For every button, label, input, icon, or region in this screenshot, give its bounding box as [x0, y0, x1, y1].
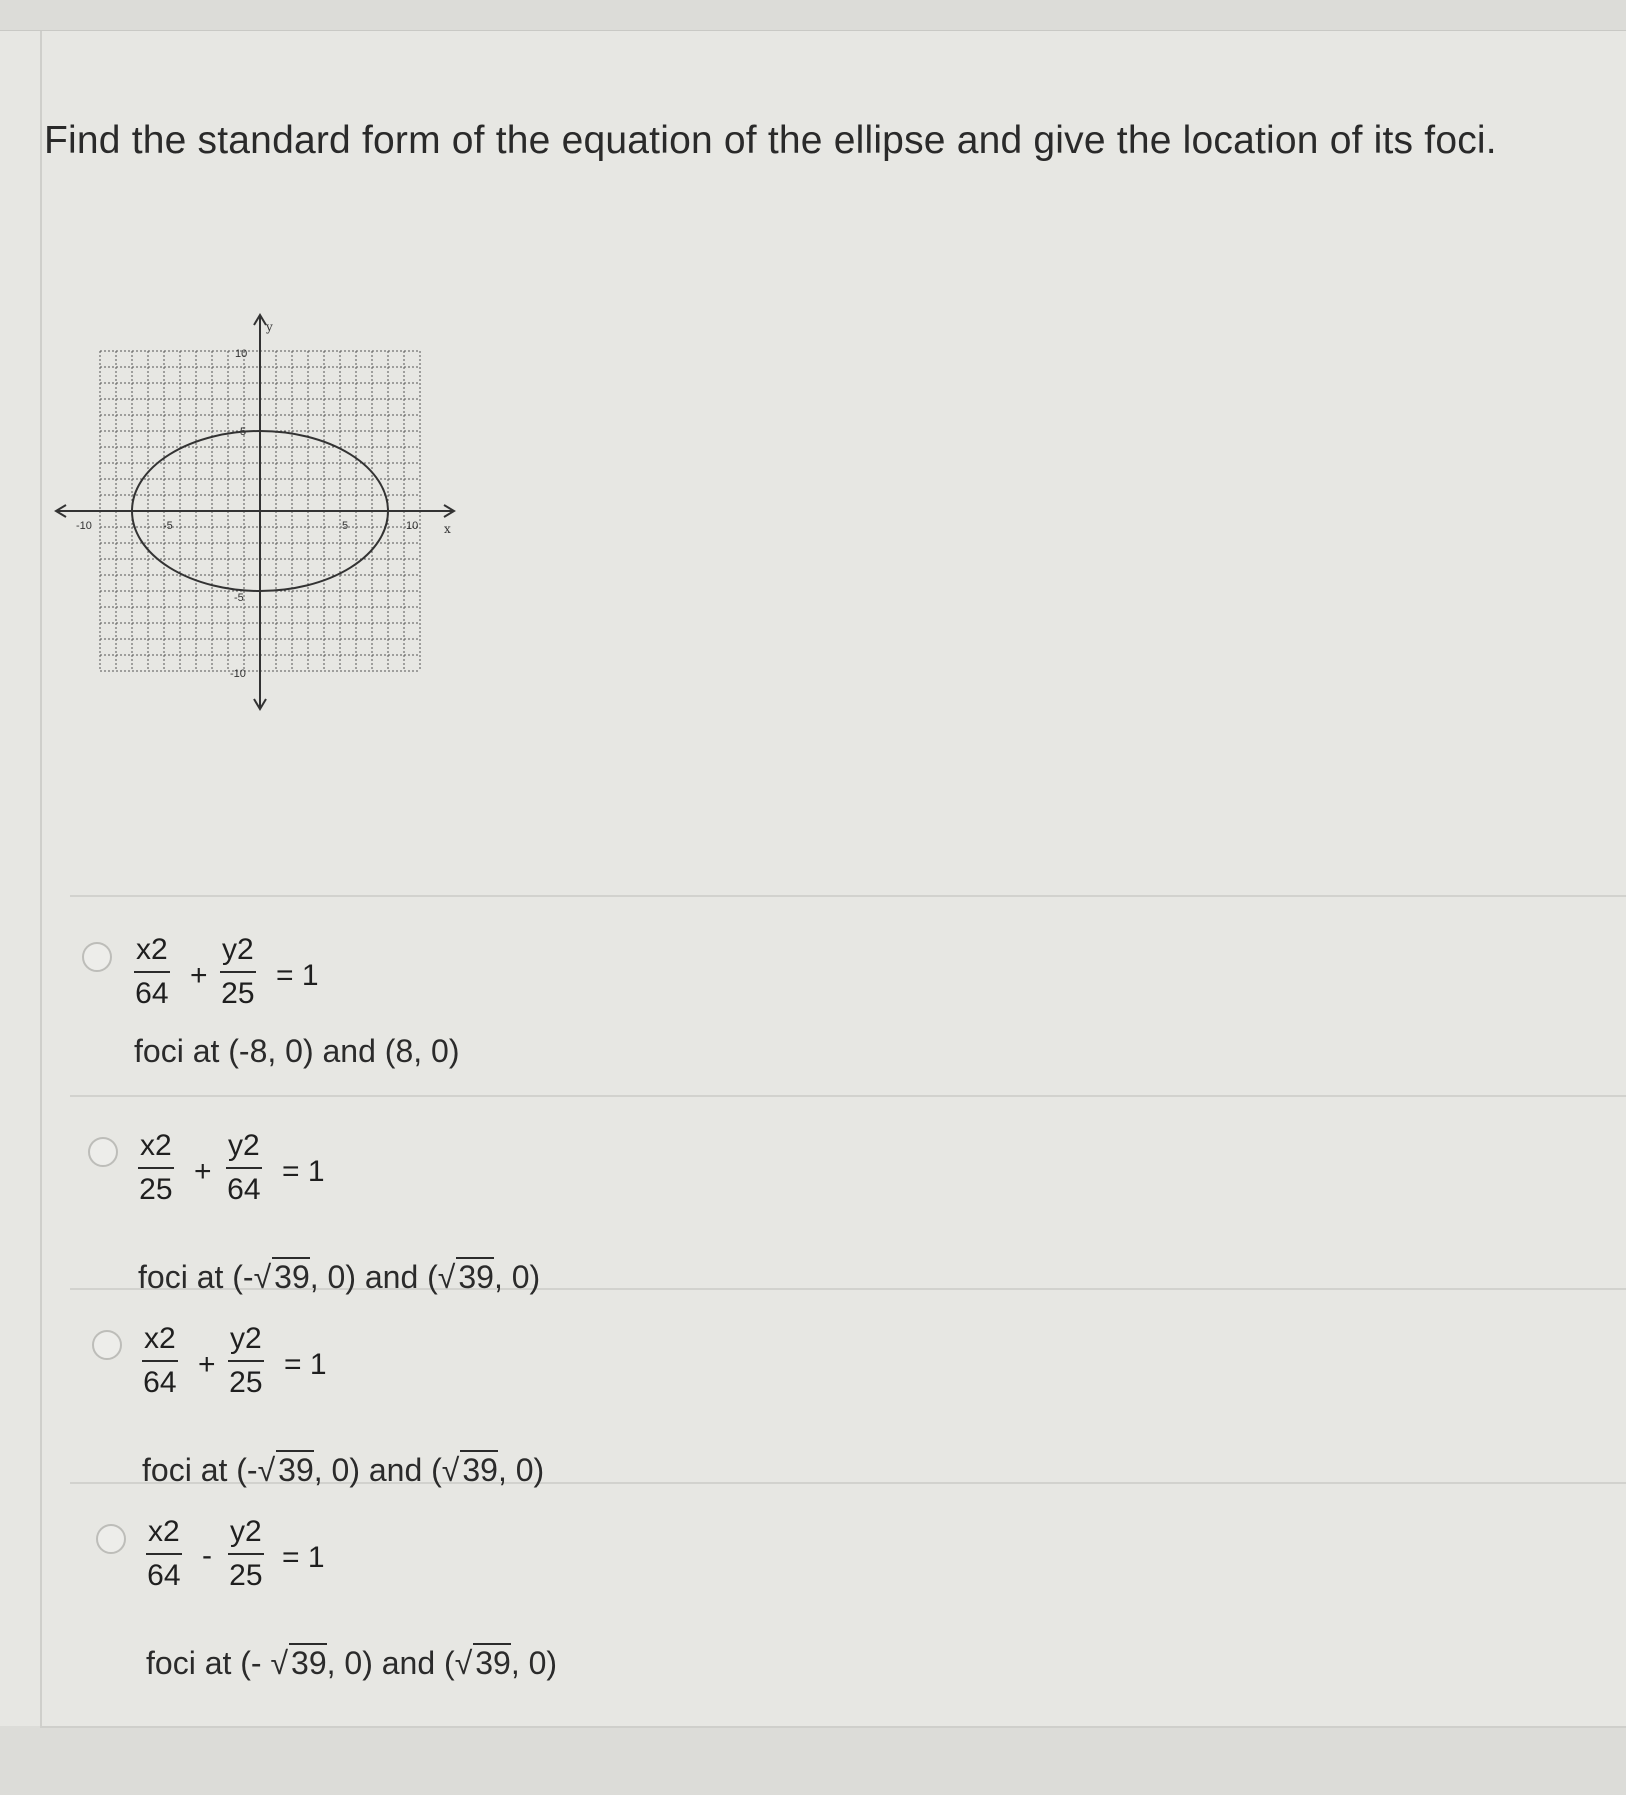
equals-one: = 1: [284, 1348, 327, 1381]
denominator: 25: [139, 1173, 173, 1206]
tick-label-x-pos10: 10: [406, 520, 419, 532]
fraction-x: [134, 935, 170, 1009]
equals-one: = 1: [282, 1541, 325, 1574]
foci-suffix: , 0): [510, 1645, 558, 1681]
numerator: y2: [220, 935, 256, 973]
x-axis-label: x: [444, 522, 451, 536]
fraction-y: [220, 935, 256, 1009]
radio-button[interactable]: [92, 1330, 122, 1360]
question-panel: [0, 30, 1626, 1726]
operator: +: [190, 959, 208, 992]
operator: +: [198, 1348, 216, 1381]
numerator: y2: [228, 1517, 264, 1555]
foci-label: foci at (-8, 0) and (8, 0): [134, 1033, 460, 1069]
sqrt-symbol: √: [257, 1452, 276, 1488]
fraction-y: [226, 1131, 262, 1205]
fraction-x: [146, 1517, 182, 1591]
denominator: 25: [229, 1366, 263, 1399]
foci-suffix: , 0): [493, 1259, 541, 1295]
denominator: 25: [229, 1559, 263, 1592]
divider-1: [70, 1095, 1626, 1097]
fraction-y: [228, 1324, 264, 1398]
fraction-x: [142, 1324, 178, 1398]
foci-mid: , 0) and (: [313, 1452, 442, 1488]
radio-button[interactable]: [82, 942, 112, 972]
sqrt-symbol: √: [454, 1645, 473, 1681]
foci-text: [134, 1033, 459, 1070]
numerator: y2: [226, 1131, 262, 1169]
foci-text: [138, 1257, 540, 1296]
radio-button[interactable]: [96, 1524, 126, 1554]
tick-label-x-pos5: 5: [342, 520, 349, 532]
question-text: Find the standard form of the equation of the ellipse and give the location of its foci.: [44, 119, 1497, 162]
tick-label-x-neg10: -10: [76, 520, 92, 532]
foci-text: [146, 1643, 557, 1682]
fraction-x: [138, 1131, 174, 1205]
denominator: 64: [143, 1366, 177, 1399]
radicand: 39: [291, 1645, 327, 1681]
numerator: y2: [228, 1324, 264, 1362]
sqrt-symbol: √: [437, 1259, 456, 1295]
foci-mid: , 0) and (: [309, 1259, 438, 1295]
denominator: 64: [147, 1559, 181, 1592]
radicand: 39: [458, 1259, 494, 1295]
equals-one: = 1: [276, 959, 319, 992]
sqrt-symbol: √: [441, 1452, 460, 1488]
tick-label-y-pos10: 10: [235, 348, 248, 360]
ellipse-graph: [50, 313, 470, 719]
sqrt-symbol: √: [270, 1645, 289, 1681]
denominator: 25: [221, 977, 255, 1010]
radicand: 39: [462, 1452, 498, 1488]
sqrt-symbol: √: [253, 1259, 272, 1295]
numerator: x2: [142, 1324, 178, 1362]
tick-label-y-neg5: -5: [234, 592, 244, 604]
radicand: 39: [475, 1645, 511, 1681]
numerator: x2: [134, 935, 170, 973]
denominator: 64: [135, 977, 169, 1010]
radio-button[interactable]: [88, 1137, 118, 1167]
foci-text: [142, 1450, 544, 1489]
numerator: x2: [138, 1131, 174, 1169]
equals-one: = 1: [282, 1155, 325, 1188]
fraction-y: [228, 1517, 264, 1591]
foci-mid: , 0) and (: [326, 1645, 455, 1681]
tick-label-y-neg10: -10: [230, 668, 246, 680]
graph-svg: [50, 313, 470, 719]
operator: -: [202, 1539, 212, 1572]
foci-prefix: foci at (-: [138, 1259, 254, 1295]
foci-prefix: foci at (-: [142, 1452, 258, 1488]
tick-label-x-neg5: -5: [163, 520, 173, 532]
divider-top: [70, 895, 1626, 897]
radicand: 39: [278, 1452, 314, 1488]
y-axis-label: y: [266, 320, 273, 334]
foci-suffix: , 0): [497, 1452, 545, 1488]
numerator: x2: [146, 1517, 182, 1555]
denominator: 64: [227, 1173, 261, 1206]
tick-label-y-pos5: 5: [240, 426, 247, 438]
foci-prefix: foci at (-: [146, 1645, 271, 1681]
operator: +: [194, 1155, 212, 1188]
radicand: 39: [274, 1259, 310, 1295]
